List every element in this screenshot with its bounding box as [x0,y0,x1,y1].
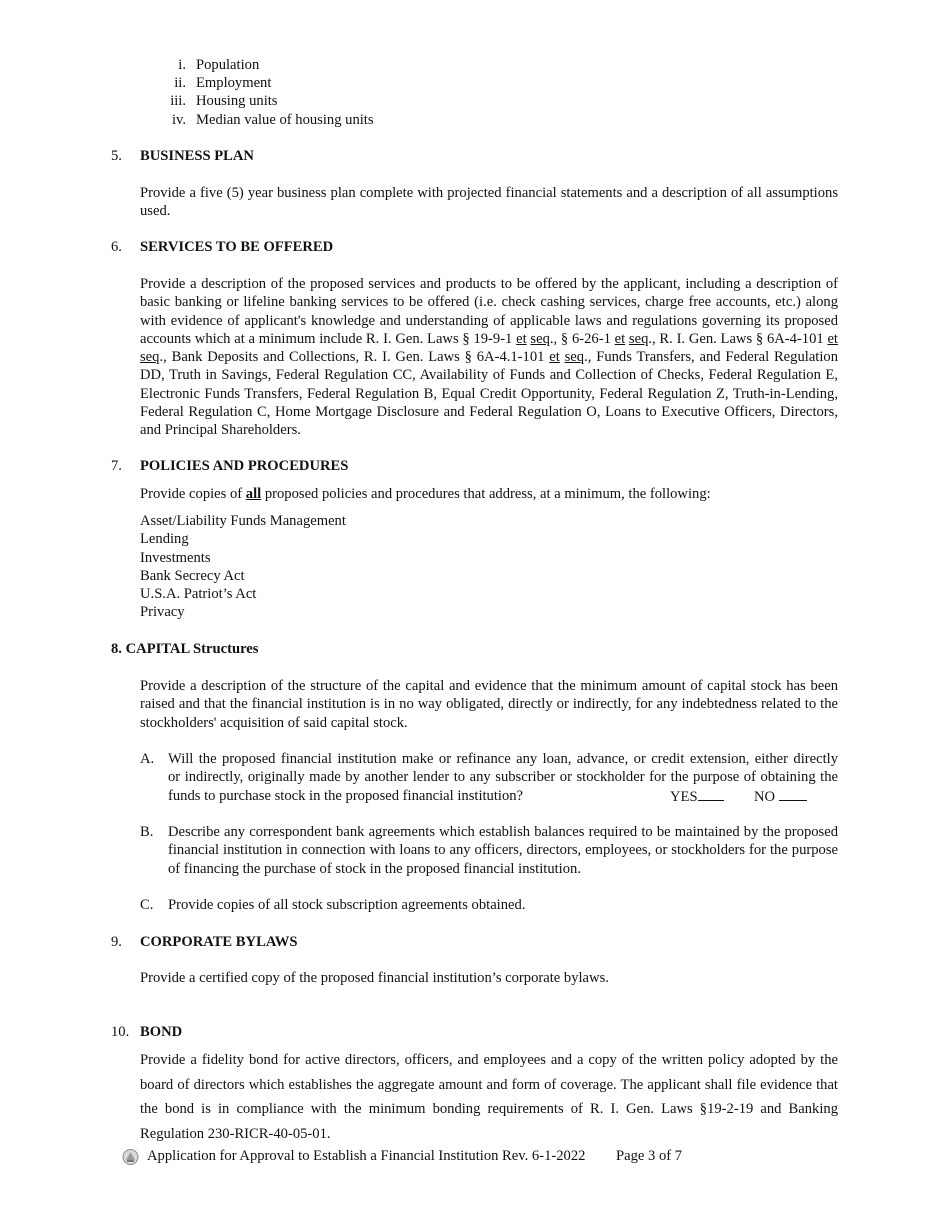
item-label-a: A. [140,751,155,767]
section-number: 7. [111,458,122,474]
item-label-b: B. [140,824,154,840]
services-text: ., § 6-26-1 [549,330,615,347]
list-item: Asset/Liability Funds Management [140,513,346,529]
section-title-business-plan: BUSINESS PLAN [140,148,254,164]
section-number: 10. [111,1024,130,1040]
et-underlined: et [549,349,560,366]
no-label: NO [754,789,776,805]
section-title-text: CAPITAL Structures [125,641,259,657]
item-label-c: C. [140,897,154,913]
no-field[interactable] [754,787,807,806]
list-item-number: iv. [171,112,186,128]
section-number: 6. [111,239,122,255]
footer-page-number: Page 3 of 7 [616,1148,683,1164]
list-item-text: Median value of housing units [196,112,374,128]
business-plan-paragraph: Provide a five (5) year business plan complete with projected financial statements and a description of all assumptions used. [140,185,838,220]
item-c-text: Provide copies of all stock subscription agreements obtained. [168,897,526,913]
section-number: 8. [111,641,122,657]
list-item-text: Population [196,57,260,73]
list-item-number: ii. [174,75,186,91]
item-b-text: Describe any correspondent bank agreements which establish balances required to be maintained by the proposed financial institution in connection with loans to any officers, directors, employees, or stockholders for the purpose of financing the purchase of stock in the proposed financial institution. [168,824,838,877]
section-title-services: SERVICES TO BE OFFERED [140,239,334,255]
item-a-text [168,750,838,805]
list-item: Bank Secrecy Act [140,567,245,584]
policies-intro-text: proposed policies and procedures that address, at a minimum, the following: [261,486,711,502]
section-title-bond: BOND [140,1024,183,1040]
section-number: 5. [111,148,122,164]
et-underlined: et [516,330,527,347]
list-item: Investments [140,549,211,566]
seq-underlined: seq [530,330,550,347]
list-item: U.S.A. Patriot’s Act [140,586,257,603]
bond-paragraph: Provide a fidelity bond for active directors, officers, and employees and a copy of the written policy adopted by the board of directors which establishes the aggregate amount and form of coverage. The applicant shall file evidence that the bond is in compliance with the minimum bonding requirements of R. I. Gen. Laws §19-2-19 and Banking Regulation 230-RICR-40-05-01. [140,1052,838,1142]
services-text: ., Funds Transfers, and Federal Regulation DD, Truth in Savings, Federal Regulation CC, Availability of Funds and Collection of Checks, Federal Regulation E, Electronic Funds Transfers, Federal Regulation B, Equal Credit Opportunity, Federal Regulation Z, Truth-in-Lending, Federal Regulation C, Home Mortgage Disclosure and Federal Regulation O, Loans to Executive Officers, Directors, and Principal Shareholders. [140,349,838,439]
list-item-number: iii. [170,93,186,109]
state-seal-icon [122,1148,139,1166]
capital-paragraph: Provide a description of the structure of the capital and evidence that the minimum amount of capital stock has been raised and that the financial institution is in no way obligated, directly or indirectly, for any indebtedness related to the stockholders' acquisition of said capital stock. [140,678,838,731]
section-title-policies: POLICIES AND PROCEDURES [140,458,349,474]
services-text: Provide a description of the proposed services and products to be offered by the applicant, including a description of basic banking or lifeline banking services to be offered (i.e. check cashing services, charge free accounts, etc.) along with evidence of applicant's knowledge and understanding of applicable laws and regulations governing its proposed accounts which at a minimum include R. I. Gen. Laws § 19-9-1 [140,276,838,347]
et-underlined: et [827,330,838,347]
list-item: Privacy [140,604,185,621]
section-number: 9. [111,934,122,950]
services-text: ., R. I. Gen. Laws § 6A-4-101 [648,330,828,347]
list-item-text: Housing units [196,93,278,109]
section-title-bylaws: CORPORATE BYLAWS [140,934,298,950]
list-item-text: Employment [196,75,272,91]
yes-field[interactable] [670,787,724,806]
item-a-line: Will the proposed financial institution make or refinance any loan, advance, or credit extension, either directly [168,751,838,767]
yes-label: YES [670,789,698,805]
services-text: ., Bank Deposits and Collections, R. I. Gen. Laws § 6A-4.1-101 [159,349,550,366]
et-underlined: et [614,330,626,347]
seq-underlined: seq [140,349,160,366]
all-emphasis: all [245,486,262,502]
seq-underlined: seq [628,330,649,347]
item-a-line: funds to purchase stock in the proposed financial institution? [168,787,524,804]
footer-title: Application for Approval to Establish a Financial Institution Rev. 6-1-2022 [147,1148,586,1164]
item-a-line: or indirectly, originally made by another lender to any subscriber or stockholder for the purpose of obtaining the [168,769,838,786]
policies-intro [140,485,838,503]
list-item-number: i. [178,57,186,73]
bylaws-paragraph: Provide a certified copy of the proposed financial institution’s corporate bylaws. [140,970,609,986]
policies-list [140,512,346,622]
no-blank[interactable] [779,787,807,801]
services-paragraph [140,275,838,440]
yes-blank[interactable] [698,787,724,801]
section-title-capital [111,640,258,658]
seq-underlined: seq [564,349,585,366]
list-item: Lending [140,531,189,548]
policies-intro-text: Provide copies of [140,486,246,502]
